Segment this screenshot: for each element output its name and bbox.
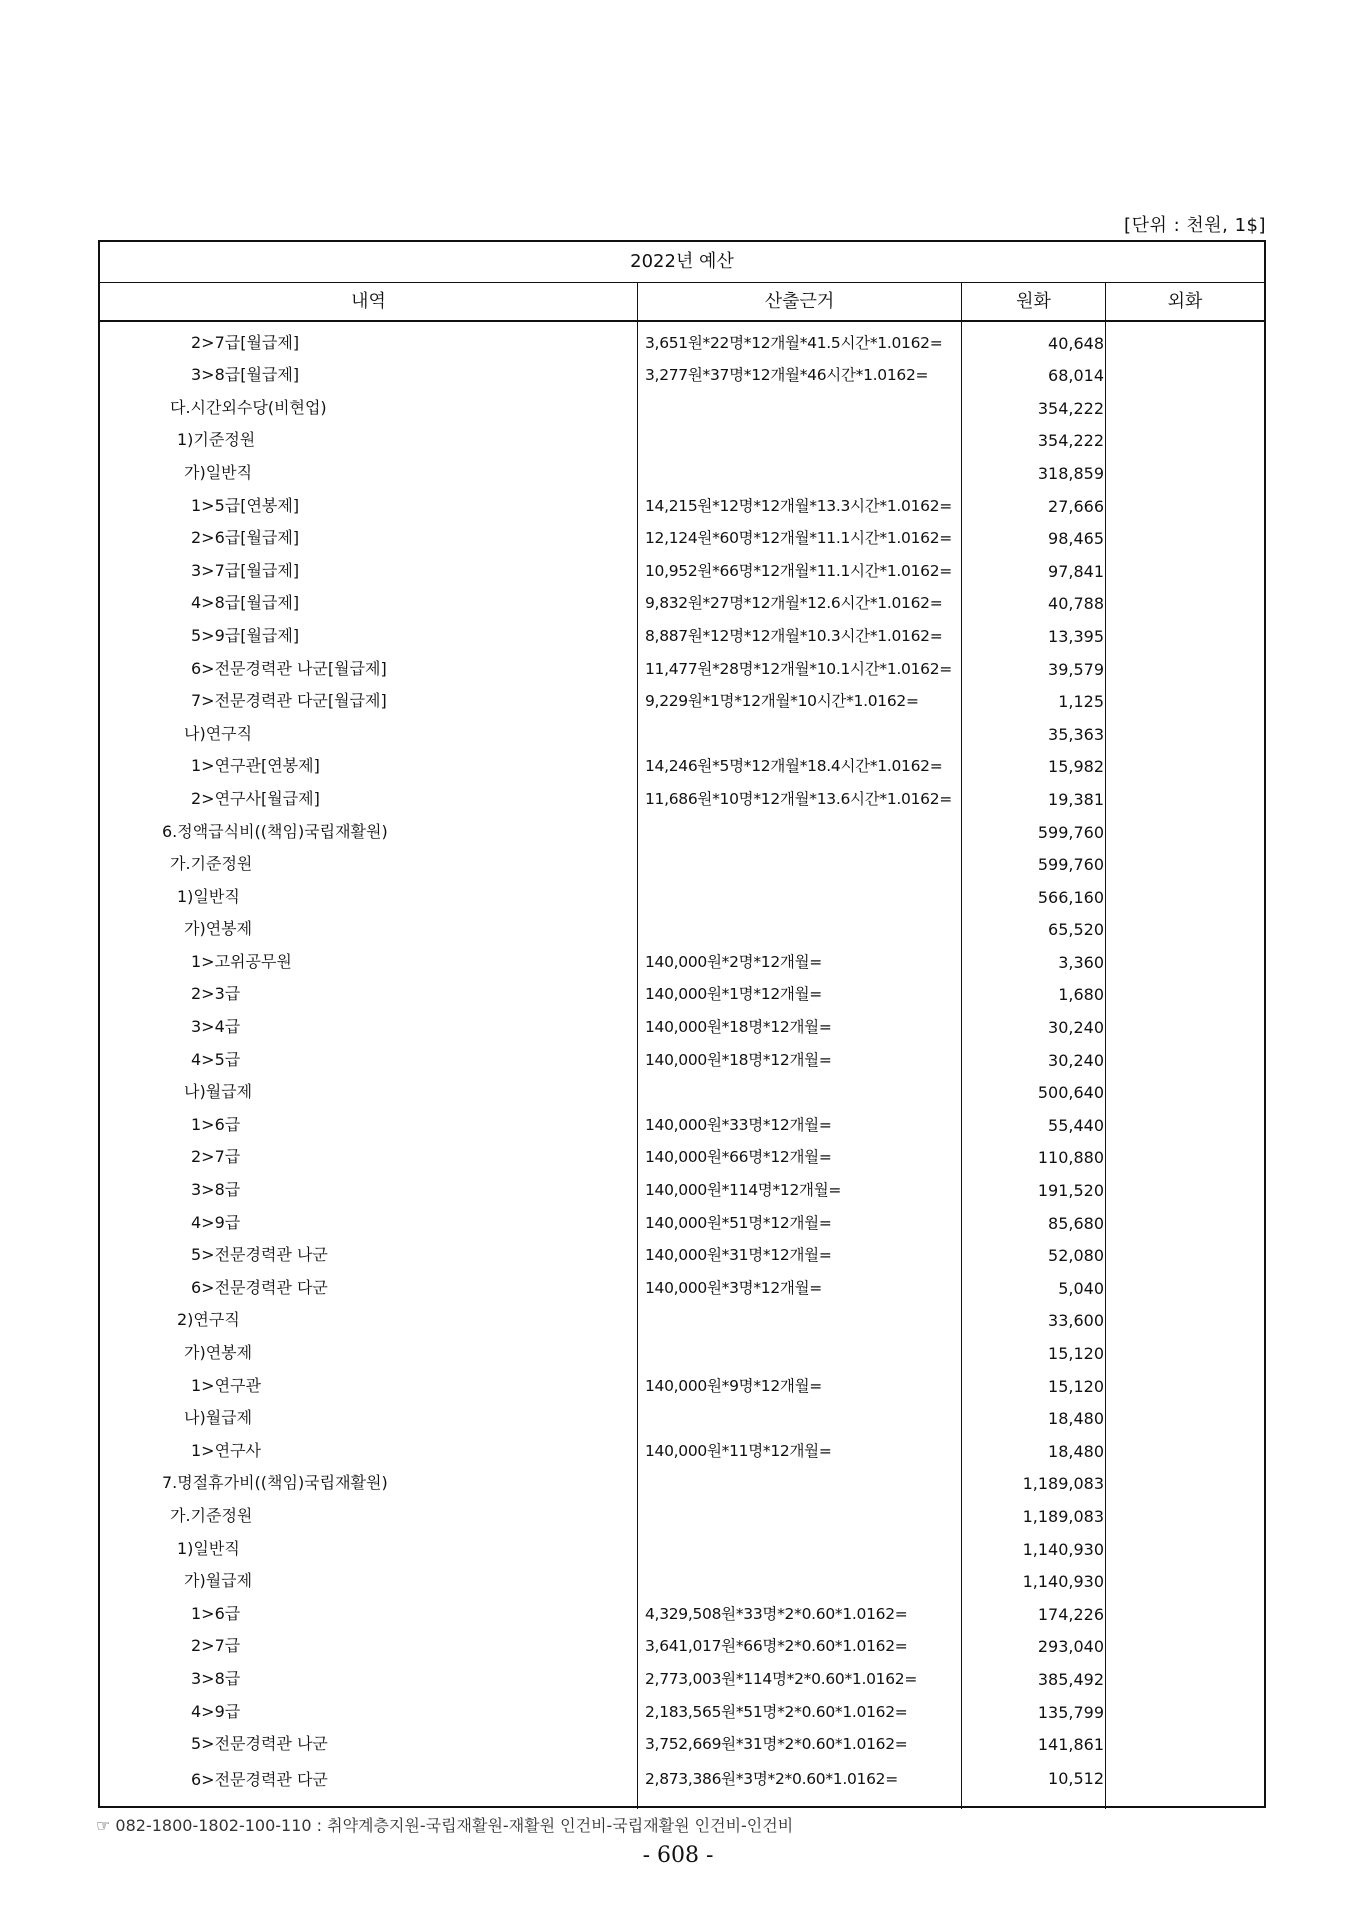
row-basis: 140,000원*18명*12개월= bbox=[645, 1050, 832, 1069]
table-row bbox=[100, 1495, 1264, 1528]
row-fx bbox=[1106, 1332, 1264, 1365]
row-basis: 2,183,565원*51명*2*0.60*1.0162= bbox=[645, 1702, 908, 1721]
row-krw: 33,600 bbox=[1048, 1311, 1104, 1331]
row-item: 2>7급 bbox=[191, 1147, 241, 1167]
row-basis: 10,952원*66명*12개월*11.1시간*1.0162= bbox=[645, 561, 952, 580]
table-row bbox=[100, 1398, 1264, 1431]
row-fx bbox=[1106, 420, 1264, 453]
table-row bbox=[100, 615, 1264, 648]
row-krw: 10,512 bbox=[1048, 1768, 1104, 1788]
row-fx bbox=[1106, 1658, 1264, 1691]
table-row bbox=[100, 518, 1264, 551]
table-row bbox=[100, 485, 1264, 518]
row-fx bbox=[1106, 355, 1264, 388]
table-row bbox=[100, 1593, 1264, 1626]
row-basis bbox=[638, 420, 962, 453]
row-item: 2>3급 bbox=[191, 984, 241, 1004]
table-row bbox=[100, 1430, 1264, 1463]
row-item: 1>연구관[연봉제] bbox=[191, 756, 320, 776]
row-krw: 174,226 bbox=[1037, 1604, 1104, 1624]
row-krw: 39,579 bbox=[1048, 659, 1104, 679]
row-krw: 1,189,083 bbox=[1022, 1474, 1104, 1494]
row-krw: 30,240 bbox=[1048, 1018, 1104, 1038]
row-krw: 1,140,930 bbox=[1022, 1572, 1104, 1592]
row-item: 나)월급제 bbox=[184, 1082, 253, 1102]
row-krw: 27,666 bbox=[1048, 496, 1104, 516]
row-krw: 18,480 bbox=[1048, 1409, 1104, 1429]
footer-note: ☞ 082-1800-1802-100-110 : 취약계층지원-국립재활원-재활원 인건비-국립재활원 인건비-인건비 bbox=[96, 1816, 794, 1835]
row-basis bbox=[638, 1561, 962, 1594]
table-row bbox=[100, 1561, 1264, 1594]
row-fx bbox=[1106, 941, 1264, 974]
row-item: 2>6급[월급제] bbox=[191, 528, 300, 548]
row-item: 1>6급 bbox=[191, 1114, 241, 1134]
row-krw: 13,395 bbox=[1048, 626, 1104, 646]
row-item: 3>8급 bbox=[191, 1668, 241, 1688]
header-item: 내역 bbox=[100, 283, 638, 320]
row-fx bbox=[1106, 1561, 1264, 1594]
row-fx bbox=[1106, 387, 1264, 420]
row-item: 5>9급[월급제] bbox=[191, 625, 300, 645]
row-item: 5>전문경력관 나군 bbox=[191, 1245, 328, 1265]
row-fx bbox=[1106, 1495, 1264, 1528]
table-row bbox=[100, 1104, 1264, 1137]
header-fx: 외화 bbox=[1167, 291, 1203, 312]
row-fx bbox=[1106, 648, 1264, 681]
row-fx bbox=[1106, 1724, 1264, 1757]
row-basis: 2,773,003원*114명*2*0.60*1.0162= bbox=[645, 1669, 918, 1688]
row-item: 7.명절휴가비((책임)국립재활원) bbox=[162, 1473, 388, 1493]
header-krw: 원화 bbox=[962, 283, 1106, 320]
table-row bbox=[100, 1267, 1264, 1300]
row-krw: 55,440 bbox=[1048, 1115, 1104, 1135]
row-basis: 3,651원*22명*12개월*41.5시간*1.0162= bbox=[645, 333, 943, 352]
row-basis: 14,215원*12명*12개월*13.3시간*1.0162= bbox=[645, 496, 952, 515]
row-fx bbox=[1106, 844, 1264, 877]
row-krw: 385,492 bbox=[1037, 1669, 1104, 1689]
row-basis: 9,229원*1명*12개월*10시간*1.0162= bbox=[645, 692, 919, 711]
budget-table bbox=[98, 240, 1266, 1808]
table-row bbox=[100, 1528, 1264, 1561]
row-basis bbox=[638, 1528, 962, 1561]
row-item: 가)연봉제 bbox=[184, 919, 253, 939]
row-krw: 354,222 bbox=[1037, 431, 1104, 451]
row-basis: 4,329,508원*33명*2*0.60*1.0162= bbox=[645, 1604, 908, 1623]
table-title: 2022년 예산 bbox=[100, 242, 1264, 283]
table-row bbox=[100, 420, 1264, 453]
row-fx bbox=[1106, 1398, 1264, 1431]
row-fx bbox=[1106, 713, 1264, 746]
row-item: 6>전문경력관 나군[월급제] bbox=[191, 658, 387, 678]
row-basis bbox=[638, 909, 962, 942]
table-row bbox=[100, 322, 1264, 355]
row-basis: 140,000원*51명*12개월= bbox=[645, 1213, 832, 1232]
row-item: 2>연구사[월급제] bbox=[191, 788, 320, 808]
row-fx bbox=[1106, 1593, 1264, 1626]
row-krw: 52,080 bbox=[1048, 1246, 1104, 1266]
row-basis bbox=[638, 1495, 962, 1528]
row-krw: 1,189,083 bbox=[1022, 1506, 1104, 1526]
row-basis: 3,641,017원*66명*2*0.60*1.0162= bbox=[645, 1637, 908, 1656]
row-fx bbox=[1106, 485, 1264, 518]
table-row bbox=[100, 778, 1264, 811]
row-fx bbox=[1106, 1072, 1264, 1105]
row-item: 1>5급[연봉제] bbox=[191, 495, 300, 515]
row-item: 가.기준정원 bbox=[170, 854, 253, 874]
row-basis bbox=[638, 452, 962, 485]
row-item: 1)일반직 bbox=[177, 1538, 240, 1558]
row-item: 가)연봉제 bbox=[184, 1343, 253, 1362]
row-item: 3>4급 bbox=[191, 1017, 241, 1037]
row-krw: 191,520 bbox=[1037, 1181, 1104, 1201]
row-item: 4>9급 bbox=[191, 1701, 241, 1721]
row-basis: 140,000원*3명*12개월= bbox=[645, 1278, 822, 1297]
row-fx bbox=[1106, 876, 1264, 909]
row-fx bbox=[1106, 681, 1264, 714]
row-fx bbox=[1106, 1006, 1264, 1039]
table-row bbox=[100, 811, 1264, 844]
table-row bbox=[100, 974, 1264, 1007]
row-krw: 110,880 bbox=[1037, 1148, 1104, 1168]
row-basis: 3,277원*37명*12개월*46시간*1.0162= bbox=[645, 366, 929, 385]
row-krw: 1,680 bbox=[1058, 985, 1104, 1005]
table-row bbox=[100, 583, 1264, 616]
header-basis: 산출근거 bbox=[638, 283, 962, 320]
table-row bbox=[100, 1691, 1264, 1724]
row-krw: 1,140,930 bbox=[1022, 1539, 1104, 1559]
row-krw: 599,760 bbox=[1037, 822, 1104, 842]
row-krw: 5,040 bbox=[1058, 1278, 1104, 1298]
row-item: 2>7급 bbox=[191, 1636, 241, 1656]
row-item: 4>5급 bbox=[191, 1049, 241, 1069]
row-item: 가)월급제 bbox=[184, 1571, 253, 1591]
row-item: 1)기준정원 bbox=[177, 430, 256, 450]
row-krw: 15,982 bbox=[1048, 757, 1104, 777]
row-basis: 140,000원*66명*12개월= bbox=[645, 1148, 832, 1167]
row-fx bbox=[1106, 1039, 1264, 1072]
table-row bbox=[100, 1724, 1264, 1757]
row-basis: 3,752,669원*31명*2*0.60*1.0162= bbox=[645, 1735, 908, 1754]
row-basis bbox=[638, 713, 962, 746]
row-item: 3>7급[월급제] bbox=[191, 560, 300, 580]
row-fx bbox=[1106, 1137, 1264, 1170]
row-fx bbox=[1106, 1365, 1264, 1398]
row-basis bbox=[638, 811, 962, 844]
row-basis bbox=[638, 1332, 962, 1365]
row-krw: 40,648 bbox=[1048, 333, 1104, 353]
row-item: 1>고위공무원 bbox=[191, 951, 292, 971]
row-basis: 9,832원*27명*12개월*12.6시간*1.0162= bbox=[645, 594, 943, 613]
table-row bbox=[100, 746, 1264, 779]
row-krw: 40,788 bbox=[1048, 594, 1104, 614]
row-fx bbox=[1106, 1463, 1264, 1496]
table-row bbox=[100, 1332, 1264, 1365]
row-krw: 35,363 bbox=[1048, 724, 1104, 744]
table-row bbox=[100, 1756, 1264, 1800]
table-row bbox=[100, 1072, 1264, 1105]
row-item: 1>6급 bbox=[191, 1603, 241, 1623]
row-krw: 318,859 bbox=[1037, 463, 1104, 483]
row-basis bbox=[638, 876, 962, 909]
row-basis bbox=[638, 844, 962, 877]
row-fx bbox=[1106, 909, 1264, 942]
row-fx bbox=[1106, 583, 1264, 616]
table-row bbox=[100, 1658, 1264, 1691]
row-basis: 140,000원*31명*12개월= bbox=[645, 1246, 832, 1265]
row-item: 1>연구관 bbox=[191, 1375, 261, 1395]
row-krw: 98,465 bbox=[1048, 529, 1104, 549]
row-fx bbox=[1106, 1430, 1264, 1463]
row-item: 나)연구직 bbox=[184, 723, 253, 743]
table-header-row bbox=[100, 283, 1264, 322]
row-basis bbox=[638, 387, 962, 420]
table-row bbox=[100, 844, 1264, 877]
row-basis: 11,477원*28명*12개월*10.1시간*1.0162= bbox=[645, 659, 952, 678]
table-row bbox=[100, 1006, 1264, 1039]
row-krw: 97,841 bbox=[1048, 561, 1104, 581]
row-krw: 3,360 bbox=[1058, 952, 1104, 972]
row-krw: 85,680 bbox=[1048, 1213, 1104, 1233]
table-row bbox=[100, 1300, 1264, 1333]
row-fx bbox=[1106, 778, 1264, 811]
table-row bbox=[100, 1365, 1264, 1398]
table-row bbox=[100, 876, 1264, 909]
row-item: 1)일반직 bbox=[177, 886, 240, 906]
table-row bbox=[100, 1626, 1264, 1659]
row-item: 4>8급[월급제] bbox=[191, 593, 300, 613]
table-row bbox=[100, 387, 1264, 420]
table-row bbox=[100, 452, 1264, 485]
row-basis: 140,000원*2명*12개월= bbox=[645, 952, 822, 971]
row-basis bbox=[638, 1300, 962, 1333]
row-basis: 140,000원*9명*12개월= bbox=[645, 1376, 822, 1395]
row-fx bbox=[1106, 1169, 1264, 1202]
row-krw: 135,799 bbox=[1037, 1702, 1104, 1722]
table-row bbox=[100, 648, 1264, 681]
table-row bbox=[100, 941, 1264, 974]
row-fx bbox=[1106, 1267, 1264, 1300]
row-krw: 354,222 bbox=[1037, 398, 1104, 418]
row-fx bbox=[1106, 615, 1264, 648]
row-krw: 30,240 bbox=[1048, 1050, 1104, 1070]
row-krw: 293,040 bbox=[1037, 1637, 1104, 1657]
table-row bbox=[100, 1137, 1264, 1170]
row-item: 6>전문경력관 다군 bbox=[191, 1769, 328, 1789]
row-basis: 140,000원*11명*12개월= bbox=[645, 1441, 832, 1460]
row-fx bbox=[1106, 974, 1264, 1007]
row-basis: 140,000원*114명*12개월= bbox=[645, 1181, 842, 1200]
row-item: 7>전문경력관 다군[월급제] bbox=[191, 691, 387, 711]
row-item: 다.시간외수당(비현업) bbox=[170, 397, 327, 417]
row-basis: 8,887원*12명*12개월*10.3시간*1.0162= bbox=[645, 626, 943, 645]
row-krw: 1,125 bbox=[1058, 692, 1104, 712]
row-basis: 140,000원*33명*12개월= bbox=[645, 1115, 832, 1134]
row-fx bbox=[1106, 1104, 1264, 1137]
row-fx bbox=[1106, 1528, 1264, 1561]
row-fx bbox=[1106, 1691, 1264, 1724]
row-fx bbox=[1106, 1626, 1264, 1659]
table-body bbox=[100, 322, 1264, 1809]
row-fx bbox=[1106, 1235, 1264, 1268]
row-krw: 15,120 bbox=[1048, 1344, 1104, 1363]
table-row bbox=[100, 355, 1264, 388]
row-fx bbox=[1106, 322, 1264, 355]
table-row bbox=[100, 1202, 1264, 1235]
page-number: - 608 - bbox=[642, 1843, 714, 1868]
row-fx bbox=[1106, 811, 1264, 844]
row-krw: 15,120 bbox=[1048, 1376, 1104, 1396]
row-basis bbox=[638, 1463, 962, 1496]
row-fx bbox=[1106, 518, 1264, 551]
row-fx bbox=[1106, 550, 1264, 583]
row-item: 3>8급 bbox=[191, 1180, 241, 1200]
row-krw: 65,520 bbox=[1048, 920, 1104, 940]
row-fx bbox=[1106, 1300, 1264, 1333]
row-krw: 599,760 bbox=[1037, 855, 1104, 875]
table-row bbox=[100, 713, 1264, 746]
table-row bbox=[100, 681, 1264, 714]
table-row bbox=[100, 1463, 1264, 1496]
row-item: 3>8급[월급제] bbox=[191, 365, 300, 385]
row-basis bbox=[638, 1072, 962, 1105]
row-basis: 140,000원*18명*12개월= bbox=[645, 1018, 832, 1037]
row-fx bbox=[1106, 452, 1264, 485]
row-fx bbox=[1106, 746, 1264, 779]
row-krw: 500,640 bbox=[1037, 1083, 1104, 1103]
table-row bbox=[100, 909, 1264, 942]
row-item: 2)연구직 bbox=[177, 1310, 240, 1330]
row-fx bbox=[1106, 1202, 1264, 1235]
row-item: 나)월급제 bbox=[184, 1408, 253, 1428]
row-item: 6>전문경력관 다군 bbox=[191, 1277, 328, 1297]
row-krw: 68,014 bbox=[1048, 366, 1104, 386]
row-krw: 19,381 bbox=[1048, 789, 1104, 809]
row-item: 가.기준정원 bbox=[170, 1505, 253, 1525]
row-krw: 141,861 bbox=[1037, 1735, 1104, 1755]
row-item: 2>7급[월급제] bbox=[191, 332, 300, 352]
row-item: 4>9급 bbox=[191, 1212, 241, 1232]
row-basis: 12,124원*60명*12개월*11.1시간*1.0162= bbox=[645, 529, 952, 548]
table-row bbox=[100, 1235, 1264, 1268]
row-basis: 14,246원*5명*12개월*18.4시간*1.0162= bbox=[645, 757, 943, 776]
table-row bbox=[100, 1039, 1264, 1072]
table-row bbox=[100, 1169, 1264, 1202]
row-item: 5>전문경력관 나군 bbox=[191, 1734, 328, 1754]
row-basis: 2,873,386원*3명*2*0.60*1.0162= bbox=[645, 1770, 898, 1789]
unit-label: [단위 : 천원, 1$] bbox=[1124, 215, 1266, 236]
row-krw: 566,160 bbox=[1037, 887, 1104, 907]
table-row bbox=[100, 550, 1264, 583]
row-item: 6.정액급식비((책임)국립재활원) bbox=[162, 821, 388, 841]
row-item: 가)일반직 bbox=[184, 462, 253, 482]
row-krw: 18,480 bbox=[1048, 1441, 1104, 1461]
row-basis: 11,686원*10명*12개월*13.6시간*1.0162= bbox=[645, 789, 952, 808]
row-basis: 140,000원*1명*12개월= bbox=[645, 985, 822, 1004]
row-basis bbox=[638, 1398, 962, 1431]
row-item: 1>연구사 bbox=[191, 1440, 261, 1460]
